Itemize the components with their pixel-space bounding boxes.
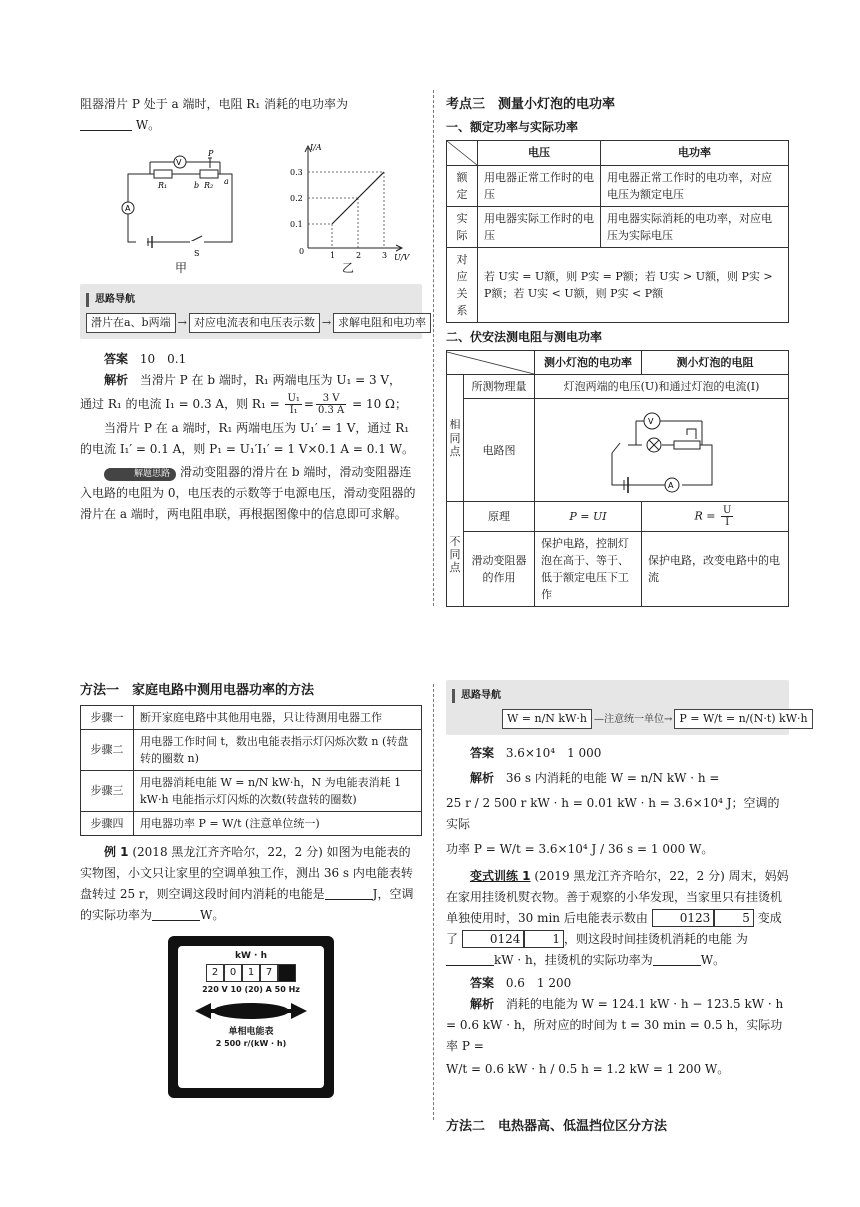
table-row (447, 206, 789, 247)
voltmeter-label: V (647, 417, 653, 427)
rated-voltage: 用电器正常工作时的电压 (478, 165, 601, 206)
column-divider-top (433, 90, 434, 606)
answer-line-3 (446, 973, 789, 994)
meter-digit: 2 (206, 964, 224, 982)
nav-step-2: 对应电流表和电压表示数 (189, 313, 320, 333)
relation-text: 若 U实 = U额，则 P实 = P额；若 U实 > U额，则 P实 > P额；若 U实 < U额，则 P实 < P额 (478, 247, 789, 322)
meter-reading-before-decimal (714, 909, 754, 927)
answer-blank (446, 953, 494, 966)
table-row (447, 165, 789, 206)
reading-int: 0123 (679, 911, 711, 925)
table-row (447, 532, 789, 607)
y-tick-03: 0.3 (290, 168, 303, 177)
row-label-relation: 对应关系 (447, 247, 478, 322)
voltammetry-table (446, 350, 789, 607)
arrow-icon: → (177, 316, 187, 329)
answer-blank (152, 908, 200, 921)
method-1-title: 方法一 家庭电路中测用电器功率的方法 (80, 683, 315, 698)
tip-text: 滑动变阻器的滑片在 b 端时，滑动变阻器连入电路的电阻为 0，电压表的示数等于电源电压，滑动变阻器的滑片在 a 端时，两电阻串联，再根据图像中的信息即可求解。 (80, 465, 416, 521)
example-label: 例 1 (104, 845, 129, 860)
reading-int: 0124 (489, 932, 521, 946)
ammeter-label: A (125, 204, 131, 213)
table-row (447, 502, 789, 532)
answer-label: 答案 (470, 976, 495, 990)
meter-reading-after (462, 930, 525, 948)
answer-blank (80, 118, 132, 131)
analysis2-text-1: 消耗的电能为 W = 124.1 kW · h − 123.5 kW · h = 0.6 kW · h，所对应的时间为 t = 30 min = 0.5 h，实际功率 P = (446, 997, 784, 1053)
fraction-u-i (721, 505, 733, 528)
step-text-3: 用电器消耗电能 W = n/N kW·h，N 为电能表消耗 1 kW·h 电能指示灯闪烁的次数(转盘转的圈数) (134, 770, 422, 811)
question-line2-tail: W。 (135, 118, 161, 132)
analysis-text-1: 36 s 内消耗的电能 W = n/N kW · h = (505, 771, 720, 785)
r2-label: R₂ (204, 181, 214, 190)
row-label-actual: 实际 (447, 206, 478, 247)
variant-mid: 变成了 (446, 911, 782, 946)
answer-blank (325, 887, 373, 900)
row-label-principle: 原理 (464, 502, 535, 532)
answer-value: 3.6×10⁴ 1 000 (505, 746, 602, 760)
thinking-nav-box-2 (446, 680, 808, 735)
nav-tag: 思路导航 (452, 689, 507, 703)
table-row (81, 770, 422, 811)
frac-num: U₁ (287, 393, 300, 404)
end-a-label: a (224, 177, 229, 186)
top-left-column (80, 94, 427, 525)
column-divider-bottom (433, 684, 434, 1120)
bottom-right-column (446, 680, 808, 1139)
analysis-label: 解析 (104, 373, 129, 387)
variant-text-c3: W。 (700, 953, 726, 967)
analysis-text-2a: 通过 R₁ 的电流 I₁ = 0.3 A，则 R₁ = (80, 397, 280, 411)
step-text-4: 用电器功率 P = W/t (注意单位统一) (134, 811, 422, 835)
nav-step-1: 滑片在a、b两端 (86, 313, 176, 333)
principle-resistance (642, 502, 789, 532)
analysis-block-3 (446, 994, 789, 1057)
analysis-line-2: 通过 R₁ 的电流 I₁ = 0.3 A，则 R₁ = $\frac{\text{U₁}}{\text{I₁}}$ = $\frac{3 V}{0.3 A}$ = 10 Ω； (80, 393, 407, 416)
diagonal-cell (447, 140, 478, 165)
analysis-text-1: 当滑片 P 在 b 端时，R₁ 两端电压为 U₁ = 3 V， (139, 373, 402, 387)
table-header-row (447, 351, 789, 375)
analysis-text-2: 25 r / 2 500 r kW · h = 0.01 kW · h = 3.6×10⁴ J；空调的实际 (446, 796, 780, 831)
figure-area (80, 140, 422, 278)
x-tick-1: 1 (330, 251, 336, 260)
principle-r-lhs: R = (694, 509, 716, 523)
row-label-quantity: 所测物理量 (464, 375, 535, 399)
answer-line-2 (446, 743, 789, 764)
answer-value: 0.6 1 200 (505, 976, 572, 990)
circuit-diagram-jia (120, 149, 250, 264)
answer-block (80, 349, 422, 525)
arrow-icon: → (321, 316, 332, 329)
rheostat-role-resistance: 保护电路，改变电路中的电流 (642, 532, 789, 607)
fraction-3v-03a (316, 393, 346, 416)
nav-arrow-note: 注意统一单位 (603, 714, 664, 725)
variant-label: 变式训练 1 (470, 869, 531, 883)
meter-spec: 220 V 10 (20) A 50 Hz (202, 985, 300, 995)
reading-dec: 1 (552, 932, 561, 946)
section-sub-1: 一、额定功率与实际功率 (446, 119, 579, 134)
variant-text-c2: kW · h，挂烫机的实际功率为 (494, 953, 653, 967)
end-b-label: b (194, 181, 200, 190)
row-label-rheostat: 滑动变阻器的作用 (464, 532, 535, 607)
analysis-line-1 (80, 370, 422, 391)
row-group-same: 相同点 (447, 375, 464, 502)
table-row (447, 375, 789, 399)
analysis-line-4: 的电流 I₁′ = 0.1 A，则 P₁ = U₁′I₁′ = 1 V×0.1 A = 0.1 W。 (80, 442, 414, 456)
frac-num: 3 V (316, 393, 346, 405)
r1-label: R₁ (158, 181, 168, 190)
analysis-label: 解析 (470, 771, 495, 785)
example-text-c: W。 (200, 908, 225, 923)
actual-power: 用电器实际消耗的电功率，对应电压为实际电压 (601, 206, 789, 247)
meter-digits (178, 964, 324, 982)
origin-tick: 0 (299, 247, 305, 256)
fraction-u1-i1 (285, 393, 301, 416)
electric-meter-image (168, 936, 334, 1098)
row-label-rated: 额定 (447, 165, 478, 206)
method-steps-table (80, 705, 422, 836)
voltammetry-circuit-diagram (602, 405, 722, 495)
frac-den: 0.3 A (317, 405, 345, 416)
answer-label: 答案 (104, 352, 129, 366)
header-voltage: 电压 (478, 140, 601, 165)
voltmeter-label: V (176, 158, 182, 167)
example-text-b: J，空调的实际功率为 (80, 887, 414, 923)
solution-tip (80, 462, 422, 525)
bottom-left-column (80, 680, 422, 1098)
arrow-icon: —注意统一单位→ (593, 714, 673, 725)
step-label-1: 步骤一 (81, 705, 134, 729)
principle-power: P = UI (535, 502, 642, 532)
y-tick-02: 0.2 (290, 194, 303, 203)
variant-text-c1: 为 (735, 932, 748, 946)
y-axis-label: I/A (310, 143, 322, 152)
meter-reading-after-decimal (524, 930, 564, 948)
question-line1: 阻器滑片 P 处于 a 端时，电阻 R₁ 消耗的电功率为 (80, 97, 348, 111)
table-row (81, 811, 422, 835)
rheostat-role-power: 保护电路，控制灯泡在高于、等于、低于额定电压下工作 (535, 532, 642, 607)
step-label-4: 步骤四 (81, 811, 134, 835)
meter-unit: kW · h (234, 951, 267, 962)
analysis-label: 解析 (470, 997, 495, 1011)
variant-training-1 (446, 866, 789, 971)
rated-power: 用电器正常工作时的电功率，对应电压为额定电压 (601, 165, 789, 206)
ammeter-label: A (667, 481, 673, 491)
x-tick-3: 3 (382, 251, 388, 260)
header-measure-resistance: 测小灯泡的电阻 (642, 351, 789, 375)
analysis-block-2 (446, 768, 789, 789)
step-text-1: 断开家庭电路中其他用电器，只让待测用电器工作 (134, 705, 422, 729)
table-row (81, 729, 422, 770)
quantity-text: 灯泡两端的电压(U)和通过灯泡的电流(I) (535, 375, 789, 399)
table-row (447, 399, 789, 502)
meter-digit-dark (278, 964, 296, 982)
frac-num: U (723, 505, 732, 517)
actual-voltage: 用电器实际工作时的电压 (478, 206, 601, 247)
nav-formula-right: P = W/t = n/(N·t) kW·h (674, 709, 812, 729)
analysis-text-3: 功率 P = W/t = 3.6×10⁴ J / 36 s = 1 000 W。 (446, 842, 714, 856)
meter-rate: 2 500 r/(kW · h) (215, 1039, 287, 1049)
tip-badge: 解题思路 (104, 468, 176, 481)
top-right-column (446, 94, 789, 607)
x-axis-label: U/V (394, 253, 410, 262)
meter-name: 单相电能表 (228, 1027, 274, 1038)
table-row (447, 247, 789, 322)
method-2-title: 方法二 电热器高、低温挡位区分方法 (446, 1119, 668, 1134)
circuit-diagram-cell (535, 399, 789, 502)
switch-label: S (194, 249, 200, 258)
answer-line (80, 349, 422, 370)
y-tick-01: 0.1 (290, 220, 303, 229)
analysis-text-2b: = 10 Ω； (352, 397, 407, 411)
nav-formula-left: W = n/N kW·h (502, 709, 592, 729)
header-power: 电功率 (601, 140, 789, 165)
nav-tag: 思路导航 (86, 293, 141, 307)
meter-digit: 1 (242, 964, 260, 982)
row-group-diff: 不同点 (447, 502, 464, 607)
meter-reading-before (652, 909, 715, 927)
answer-value: 10 0.1 (139, 352, 187, 366)
table-header-row (447, 140, 789, 165)
example-text-a: (2018 黑龙江齐齐哈尔，22，2 分) 如图为电能表的实物图，小文只让家里的空调单独工作，测出 36 s 内电能表转盘转过 25 r，则空调这段时间内消耗的电能是 (80, 845, 413, 902)
step-label-2: 步骤二 (81, 729, 134, 770)
meter-digit: 0 (224, 964, 242, 982)
power-compare-table (446, 140, 789, 323)
analysis-line-3: 当滑片 P 在 a 端时，R₁ 两端电压为 U₁′ = 1 V，通过 R₁ (104, 421, 410, 435)
reading-dec: 5 (742, 911, 750, 925)
step-label-3: 步骤三 (81, 770, 134, 811)
answer-label: 答案 (470, 746, 495, 760)
section-sub-2: 二、伏安法测电阻与测电功率 (446, 330, 603, 345)
slider-p-label: P (208, 149, 214, 158)
step-text-2: 用电器工作时间 t，数出电能表指示灯闪烁次数 n (转盘转的圈数 n) (134, 729, 422, 770)
answer-blank (653, 953, 701, 966)
figure-caption-yi: 乙 (342, 261, 355, 275)
example-1 (80, 842, 422, 926)
variant-text-a: (2019 黑龙江齐齐哈尔，22，2 分) 周末，妈妈在家用挂烫机熨衣物。善于观察的小华发现，当家里只有挂烫机单独使用时，30 min 后电能表示数由 (446, 869, 789, 925)
x-tick-2: 2 (356, 251, 362, 260)
nav-step-3: 求解电阻和电功率 (333, 313, 431, 333)
figure-caption-jia: 甲 (175, 261, 188, 275)
analysis2-text-2: W/t = 0.6 kW · h / 0.5 h = 1.2 kW = 1 200 W。 (446, 1062, 730, 1076)
continued-question (80, 94, 422, 136)
meter-digit: 7 (260, 964, 278, 982)
diagonal-cell (447, 351, 535, 375)
iu-graph-yi (278, 140, 408, 260)
turntable-arrow-icon (191, 1000, 311, 1022)
section-title-kaodian3: 考点三 测量小灯泡的电功率 (446, 97, 616, 112)
variant-text-b: ，则这段时间挂烫机消耗的电能 (564, 932, 733, 946)
meter-face (178, 946, 324, 1088)
thinking-nav-box (80, 284, 427, 339)
table-row (81, 705, 422, 729)
frac-den: I₁ (289, 405, 298, 416)
header-measure-power: 测小灯泡的电功率 (535, 351, 642, 375)
row-label-circuit: 电路图 (464, 399, 535, 502)
frac-den: I (725, 517, 730, 529)
